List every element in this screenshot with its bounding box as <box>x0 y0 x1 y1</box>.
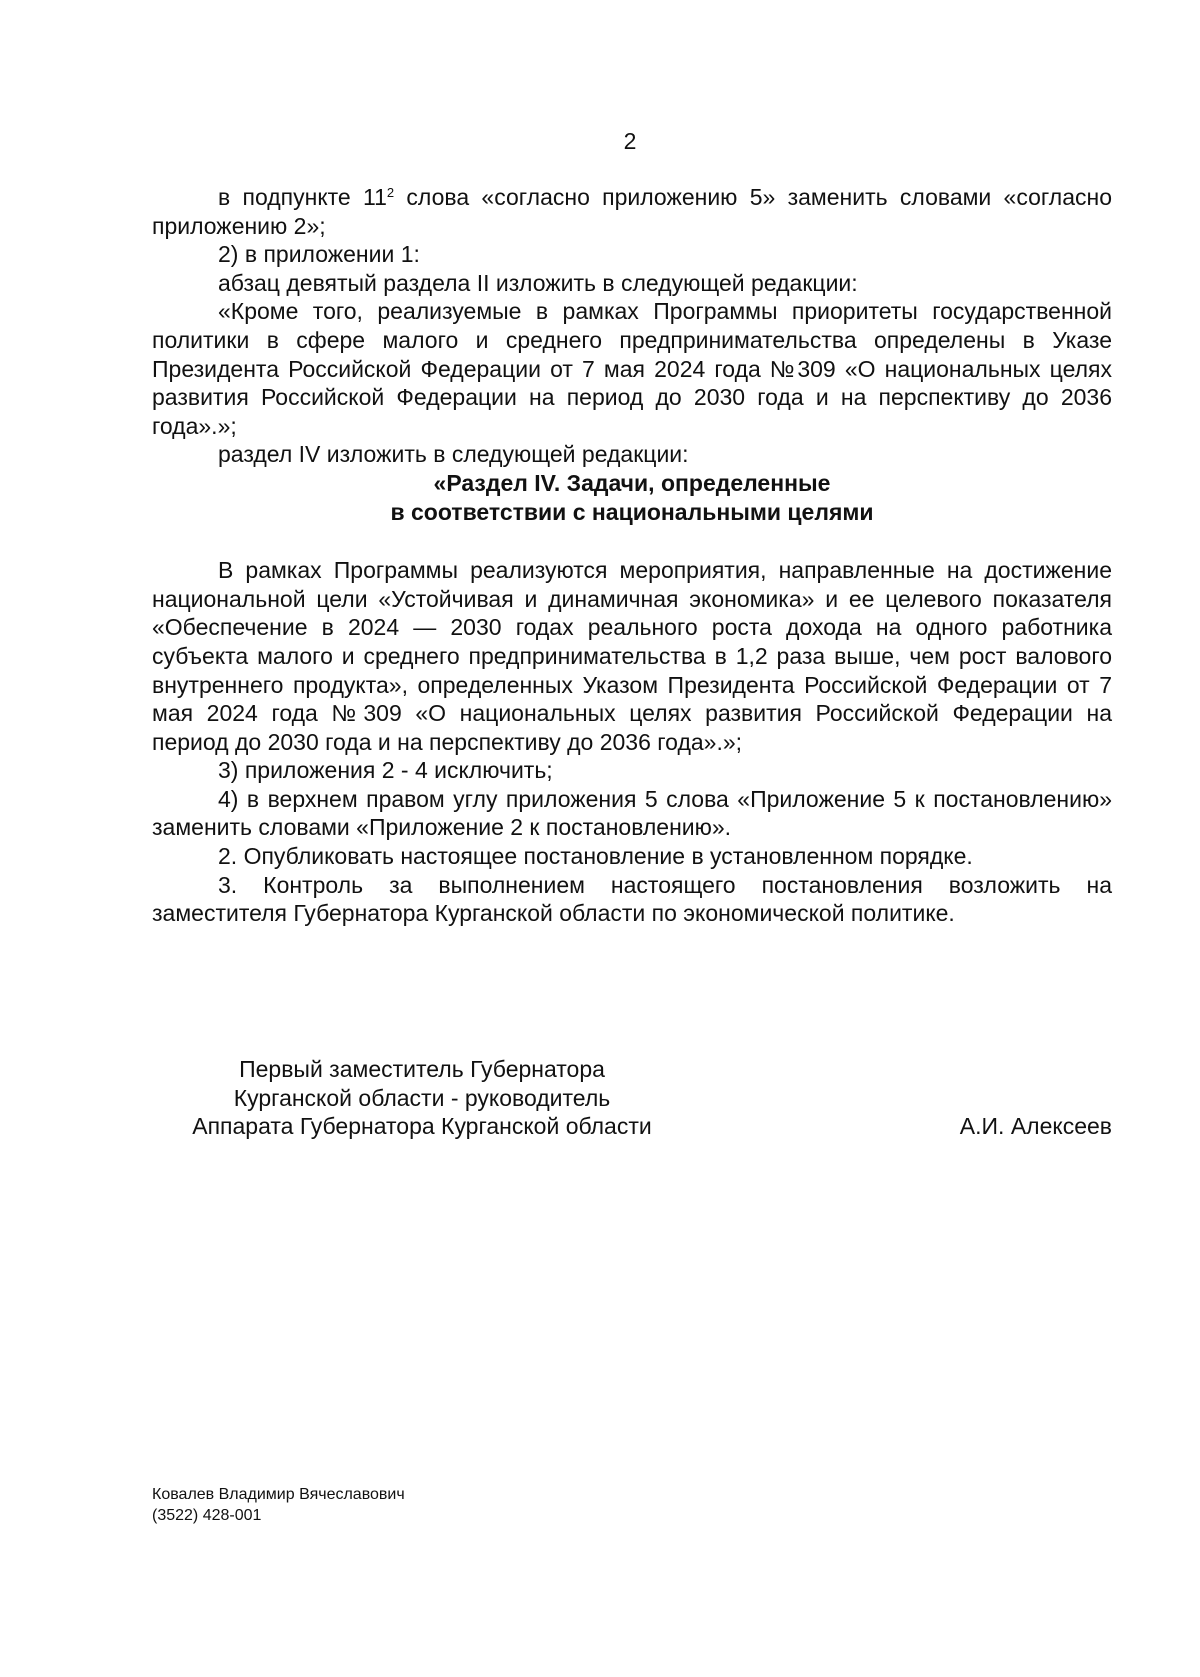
section-heading <box>152 469 1112 526</box>
paragraph-replace-words: 4) в верхнем правом углу приложения 5 слова «Приложение 5 к постановлению» заменить словами «Приложение 2 к постановлению». <box>152 785 1112 841</box>
paragraph-national-goal: В рамках Программы реализуются мероприятия, направленные на достижение национальной цели «Устойчивая и динамичная экономика» и ее целевого показателя «Обеспечение в 2024 — 2030 годах реального роста дохода на одного работника субъекта малого и среднего предпринимательства в 1,2 раза выше, чем рост валового внутреннего продукта», определенных Указом Президента Российской Федерации от 7 мая 2024 года №309 «О национальных целях развития Российской Федерации на период до 2030 года и на перспективу до 2036 года».»; <box>152 557 1112 755</box>
signatory-position-line: Курганской области - руководитель <box>233 1084 611 1111</box>
page-number: 2 <box>623 128 637 154</box>
signatory-position-line: Первый заместитель Губернатора <box>239 1056 605 1082</box>
paragraph-text: в подпункте 11 <box>218 184 387 210</box>
paragraph-abzac-nine: абзац девятый раздела II изложить в следующей редакции: <box>218 269 858 296</box>
section-heading-line: в соответствии с национальными целями <box>390 498 874 525</box>
executor-name: Ковалев Владимир Вячеславович <box>152 1486 405 1503</box>
section-heading-line: «Раздел IV. Задачи, определенные <box>433 469 831 496</box>
paragraph-quote-priorities: «Кроме того, реализуемые в рамках Программы приоритеты государственной политики в сфере малого и среднего предпринимательства определены в Указе Президента Российской Федерации от 7 мая 2024 года №309 «О национальных целях развития Российской Федерации на период до 2030 года и на перспективу до 2036 года».»; <box>152 298 1112 439</box>
signatory-name: А.И. Алексеев <box>959 1113 1112 1139</box>
paragraph-exclude-appendices: 3) приложения 2 - 4 исключить; <box>218 757 553 784</box>
executor-phone: (3522) 428-001 <box>152 1507 262 1524</box>
paragraph-text: слова «согласно приложению 5» заменить словами «согласно приложению 2»; <box>152 184 1112 239</box>
executor-info <box>152 1484 405 1526</box>
document-body <box>152 183 1112 928</box>
signatory-position <box>152 1055 692 1141</box>
paragraph-subpoint-11-2 <box>152 183 1112 240</box>
paragraph-section-iv: раздел IV изложить в следующей редакции: <box>218 441 689 468</box>
paragraph-appendix-1: 2) в приложении 1: <box>218 241 420 268</box>
paragraph-publish: 2. Опубликовать настоящее постановление в установленном порядке. <box>218 843 973 870</box>
paragraph-control: 3. Контроль за выполнением настоящего постановления возложить на заместителя Губернатора Курганской области по экономической политике. <box>152 871 1112 927</box>
signatory-position-line: Аппарата Губернатора Курганской области <box>192 1113 652 1140</box>
superscript: 2 <box>386 185 395 200</box>
